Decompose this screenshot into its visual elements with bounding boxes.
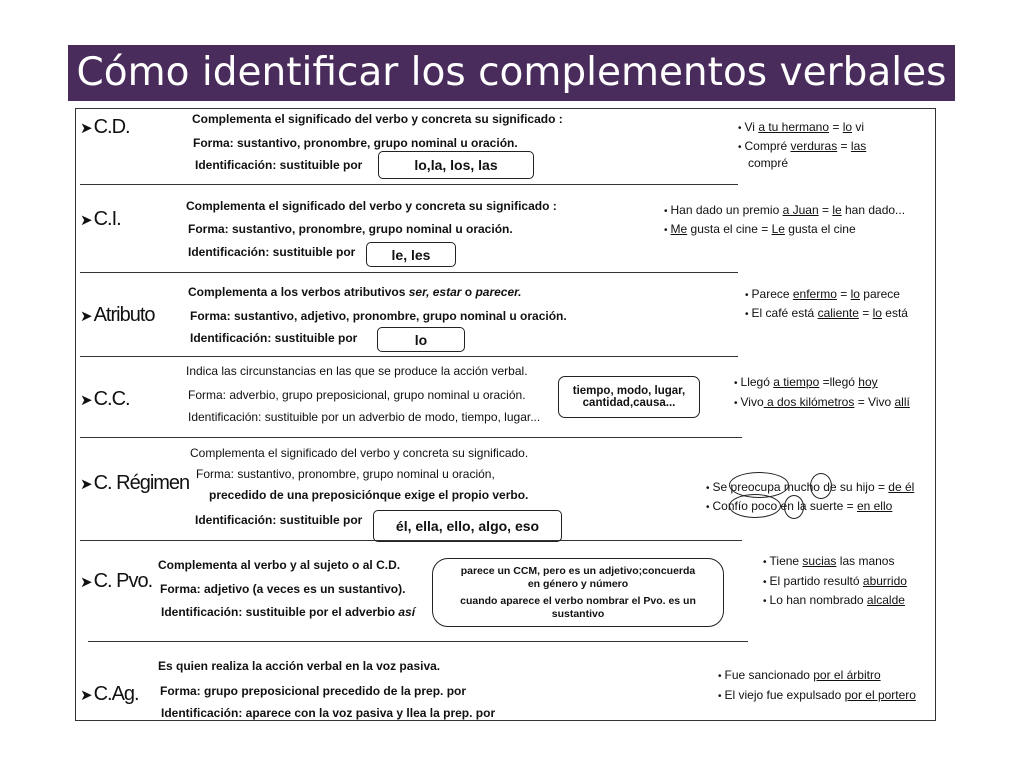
section-label-cc: ➤ C.C. — [80, 388, 130, 410]
arrow-icon: ➤ — [80, 212, 92, 229]
section-label-atributo: ➤ Atributo — [80, 304, 155, 326]
pvo-example-1: • Tiene sucias las manos — [763, 554, 895, 568]
highlight-circle — [784, 495, 804, 519]
atributo-definition: Complementa a los verbos atributivos ser, estar o parecer. — [188, 285, 522, 299]
atributo-form: Forma: sustantivo, adjetivo, pronombre, grupo nominal u oración. — [190, 309, 567, 323]
separator — [80, 272, 738, 273]
arrow-icon: ➤ — [80, 308, 92, 325]
ci-pronoun-box: le, les — [366, 242, 456, 267]
pvo-note-box: parece un CCM, pero es un adjetivo;concuerda en género y número cuando aparece el verbo nombrar el Pvo. es un sustantivo — [432, 558, 724, 627]
cag-identification: Identificación: aparece con la voz pasiva y llea la prep. por — [161, 706, 496, 720]
section-label-pvo: ➤ C. Pvo. — [80, 570, 153, 592]
ci-identification: Identificación: sustituible por — [188, 245, 356, 259]
pvo-identification: Identificación: sustituible por el adverbio así — [161, 605, 416, 619]
section-label-regimen: ➤ C. Régimen — [80, 472, 190, 494]
section-label-ci: ➤ C.I. — [80, 208, 121, 230]
cag-form: Forma: grupo preposicional precedido de la prep. por — [160, 684, 467, 698]
section-label-cag: ➤ C.Ag. — [80, 683, 139, 705]
cc-example-1: • Llegó a tiempo =llegó hoy — [734, 375, 878, 389]
separator — [88, 641, 748, 642]
arrow-icon: ➤ — [80, 476, 92, 493]
ci-definition: Complementa el significado del verbo y concreta su significado : — [186, 199, 557, 213]
cc-identification: Identificación: sustituible por un adverbio de modo, tiempo, lugar... — [188, 410, 541, 424]
cd-definition: Complementa el significado del verbo y concreta su significado : — [192, 112, 563, 126]
cd-form: Forma: sustantivo, pronombre, grupo nominal u oración. — [193, 136, 518, 150]
title-bar — [68, 45, 955, 101]
cag-example-2: • El viejo fue expulsado por el portero — [718, 688, 916, 702]
cc-example-2: • Vivo a dos kilómetros = Vivo allí — [734, 395, 910, 409]
atributo-example-2: • El café está caliente = lo está — [745, 306, 908, 320]
regimen-definition: Complementa el significado del verbo y concreta su significado. — [190, 446, 529, 460]
page-title: Cómo identificar los complementos verbales — [76, 50, 947, 95]
regimen-example-2: • Confío poco en la suerte = en ello — [706, 499, 893, 513]
ci-example-2: • Me gusta el cine = Le gusta el cine — [664, 222, 856, 236]
highlight-circle — [810, 473, 832, 499]
regimen-form-cont: precedido de una preposiciónque exige el propio verbo. — [209, 488, 529, 502]
atributo-example-1: • Parece enfermo = lo parece — [745, 287, 900, 301]
pvo-form: Forma: adjetivo (a veces es un sustantivo). — [160, 582, 406, 596]
ci-form: Forma: sustantivo, pronombre, grupo nominal u oración. — [188, 222, 513, 236]
pvo-example-2: • El partido resultó aburrido — [763, 574, 907, 588]
atributo-pronoun-box: lo — [377, 327, 465, 352]
cc-form: Forma: adverbio, grupo preposicional, grupo nominal u oración. — [188, 388, 526, 402]
arrow-icon: ➤ — [80, 120, 92, 137]
cd-example-1: • Vi a tu hermano = lo vi — [738, 120, 865, 134]
cd-identification: Identificación: sustituible por — [195, 158, 363, 172]
regimen-example-1: • Se preocupa mucho de su hijo = de él — [706, 480, 915, 494]
cd-example-2: • Compré verduras = las — [738, 139, 867, 153]
arrow-icon: ➤ — [80, 574, 92, 591]
cag-example-1: • Fue sancionado por el árbitro — [718, 668, 881, 682]
arrow-icon: ➤ — [80, 392, 92, 409]
arrow-icon: ➤ — [80, 687, 92, 704]
regimen-identification: Identificación: sustituible por — [195, 513, 363, 527]
separator — [80, 356, 738, 357]
section-label-cd: ➤ C.D. — [80, 116, 130, 138]
separator — [80, 437, 742, 438]
cd-example-2-cont: compré — [748, 156, 789, 170]
cag-definition: Es quien realiza la acción verbal en la voz pasiva. — [158, 659, 441, 673]
regimen-form: Forma: sustantivo, pronombre, grupo nominal u oración, — [196, 467, 495, 481]
pvo-example-3: • Lo han nombrado alcalde — [763, 593, 905, 607]
highlight-circle — [729, 494, 781, 518]
cc-definition: Indica las circunstancias en las que se produce la acción verbal. — [186, 364, 528, 378]
regimen-pronoun-box: él, ella, ello, algo, eso — [373, 510, 562, 542]
cc-circumstance-box: tiempo, modo, lugar, cantidad,causa... — [558, 376, 700, 418]
ci-example-1: • Han dado un premio a Juan = le han dado... — [664, 203, 906, 217]
cd-pronoun-box: lo,la, los, las — [378, 151, 534, 179]
pvo-definition: Complementa al verbo y al sujeto o al C.D. — [158, 558, 401, 572]
atributo-identification: Identificación: sustituible por — [190, 331, 358, 345]
separator — [80, 184, 738, 185]
